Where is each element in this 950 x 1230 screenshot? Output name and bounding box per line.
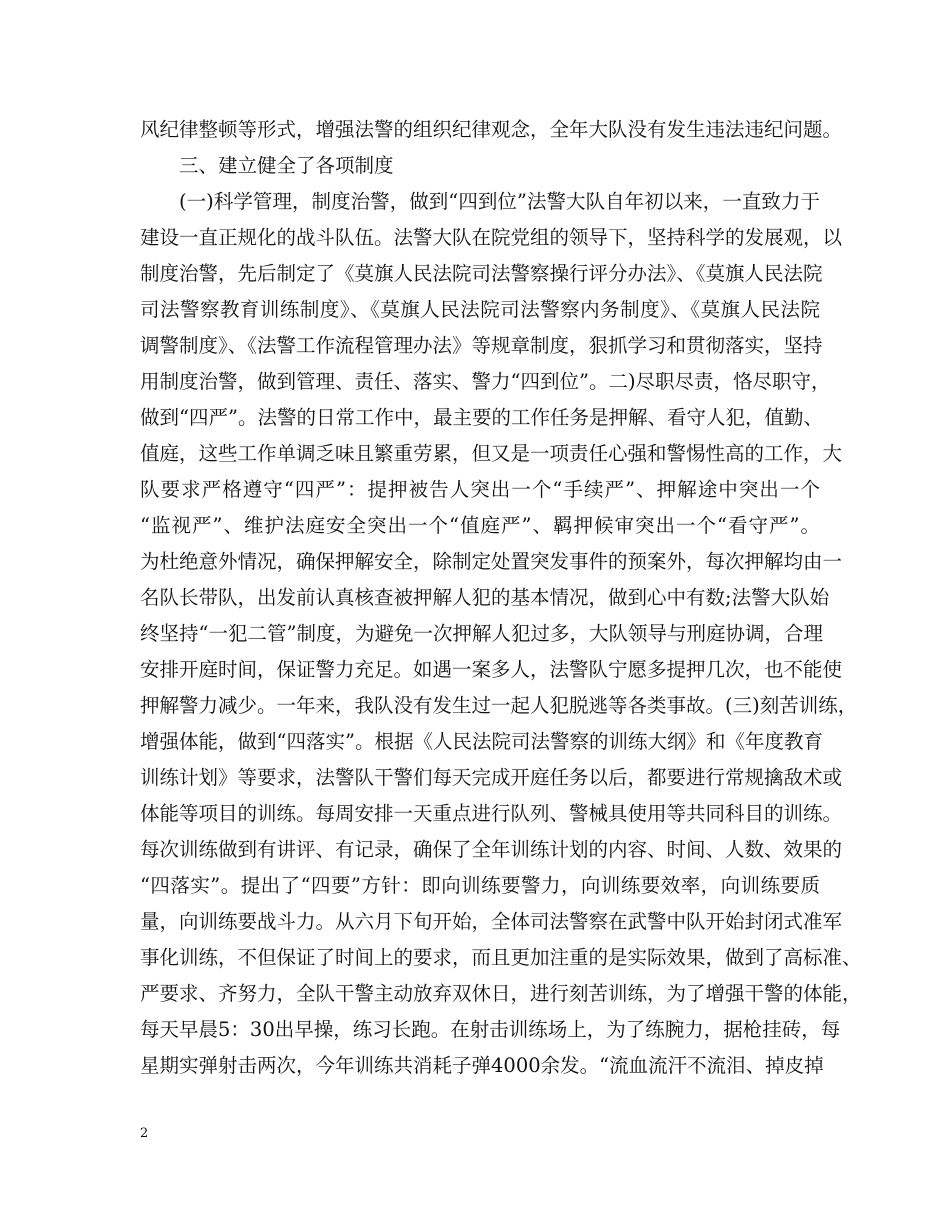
body-text-line: “监视严”、维护法庭安全突出一个“值庭严”、羁押候审突出一个“看守严”。	[140, 514, 820, 537]
body-text-line: 建设一直正规化的战斗队伍。法警大队在院党组的领导下，坚持科学的发展观，以	[140, 226, 843, 249]
body-text-line: 风纪律整顿等形式，增强法警的组织纪律观念，全年大队没有发生违法违纪问题。	[140, 118, 843, 141]
body-text-line: 名队长带队，出发前认真核查被押解人犯的基本情况，做到心中有数;法警大队始	[140, 586, 830, 609]
body-text-line: 星期实弹射击两次，今年训练共消耗子弹4000余发。“流血流汗不流泪、掉皮掉	[140, 1054, 824, 1077]
body-text-line: 每次训练做到有讲评、有记录，确保了全年训练计划的内容、时间、人数、效果的	[140, 838, 843, 861]
body-text-line: 为杜绝意外情况，确保押解安全，除制定处置突发事件的预案外，每次押解均由一	[140, 550, 843, 573]
body-text-line: 量，向训练要战斗力。从六月下旬开始，全体司法警察在武警中队开始封闭式准军	[140, 910, 843, 933]
body-text-line: 用制度治警，做到管理、责任、落实、警力“四到位”。二)尽职尽责，恪尽职守，	[140, 370, 831, 393]
body-text-line: 事化训练，不但保证了时间上的要求，而且更加注重的是实际效果，做到了高标准、	[140, 946, 862, 969]
body-text-line: 做到“四严”。法警的日常工作中，最主要的工作任务是押解、看守人犯，值勤、	[140, 406, 823, 429]
body-text-line: 体能等项目的训练。每周安排一天重点进行队列、警械具使用等共同科目的训练。	[140, 802, 843, 825]
body-text-line: 司法警察教育训练制度》、《莫旗人民法院司法警察内务制度》、《莫旗人民法院	[140, 298, 820, 321]
body-text-line: “四落实”。提出了“四要”方针：即向训练要警力，向训练要效率，向训练要质	[140, 874, 820, 897]
body-text-line: 制度治警，先后制定了《莫旗人民法院司法警察操行评分办法》、《莫旗人民法院	[140, 262, 823, 285]
body-text-line: (一)科学管理，制度治警，做到“四到位”法警大队自年初以来，一直致力于	[179, 190, 820, 213]
body-text-line: 调警制度》、《法警工作流程管理办法》等规章制度，狠抓学习和贯彻落实，坚持	[140, 334, 823, 357]
body-text-line: 安排开庭时间，保证警力充足。如遇一案多人，法警队宁愿多提押几次，也不能使	[140, 658, 843, 681]
body-text-line: 增强体能，做到“四落实”。根据《人民法院司法警察的训练大纲》和《年度教育	[140, 730, 823, 753]
body-text-line: 每天早晨5：30出早操，练习长跑。在射击训练场上，为了练腕力，据枪挂砖，每	[140, 1018, 841, 1041]
body-text-line: 队要求严格遵守“四严”：提押被告人突出一个“手续严”、押解途中突出一个	[140, 478, 820, 501]
body-text-line: 严要求、齐努力，全队干警主动放弃双休日，进行刻苦训练，为了增强干警的体能，	[140, 982, 862, 1005]
body-text-line: 训练计划》等要求，法警队干警们每天完成开庭任务以后，都要进行常规擒敌术或	[140, 766, 843, 789]
section-heading: 三、建立健全了各项制度	[179, 154, 394, 177]
page-number: 2	[140, 1126, 149, 1141]
body-text-line: 值庭，这些工作单调乏味且繁重劳累，但又是一项责任心强和警惕性高的工作，大	[140, 442, 843, 465]
body-text-line: 终坚持“一犯二管”制度，为避免一次押解人犯过多，大队领导与刑庭协调，合理	[140, 622, 823, 645]
body-text-line: 押解警力减少。一年来，我队没有发生过一起人犯脱逃等各类事故。(三)刻苦训练，	[140, 694, 858, 717]
